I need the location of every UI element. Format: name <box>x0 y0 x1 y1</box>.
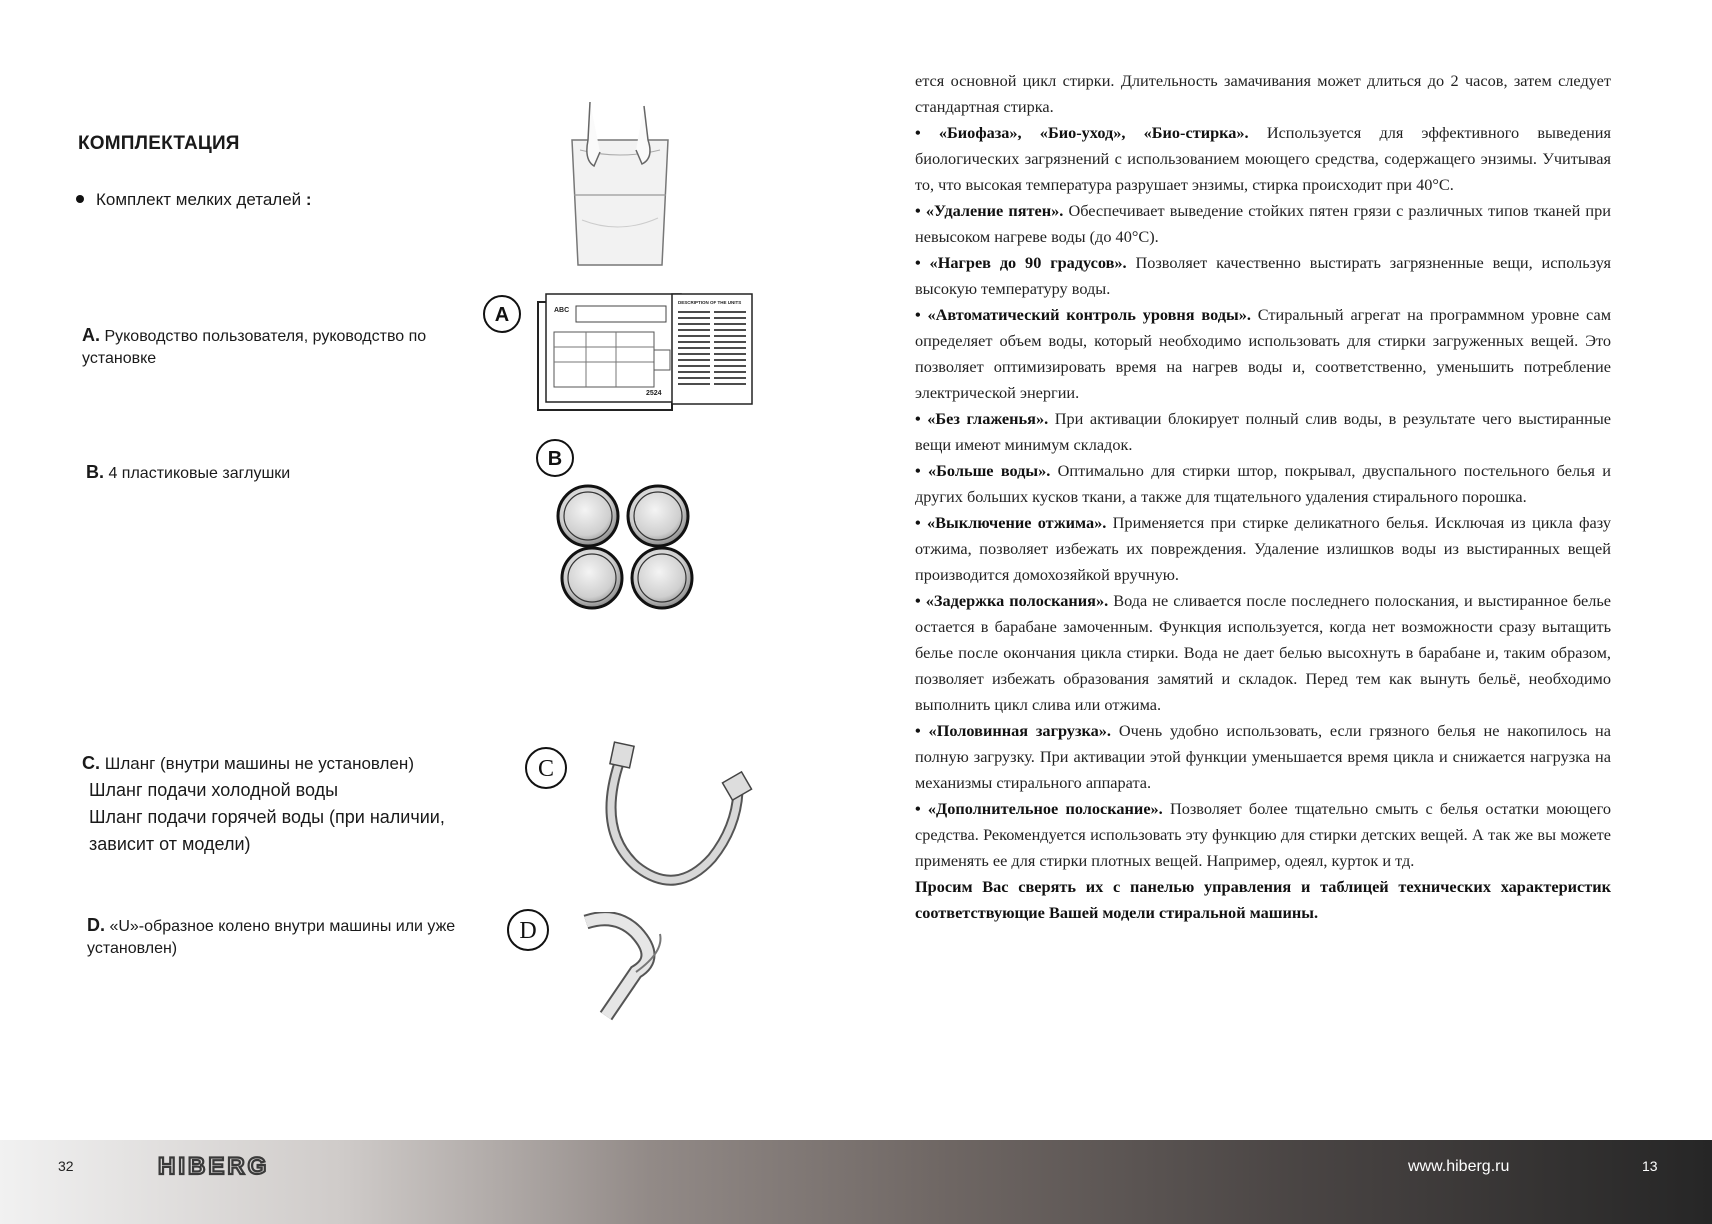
paragraph-text: Оптимально для стирки штор, покрывал, двуспального постельного белья и других больших кусков ткани, а также для тщательного удаления стирального порошка. <box>915 461 1611 506</box>
badge-c <box>524 746 568 790</box>
manual-label-left: ABC <box>554 307 570 314</box>
paragraph-bold: • «Дополнительное полоскание». <box>915 799 1163 818</box>
paragraph-bold: • «Удаление пятен». <box>915 201 1064 220</box>
paragraph-text: Стиральный агрегат на программном уровне сам определяет объем воды, который необходимо использовать для стирки загруженных вещей. Это позволяет оптимизировать время на нагрев воды и, соответственно, уменьшить потребление электрической энергии. <box>915 305 1612 402</box>
paragraph-bold: • «Биофаза», «Био-уход», «Био-стирка». <box>915 123 1249 142</box>
paragraph-text: При активации блокирует полный слив воды, в результате чего выстиранные вещи имеют минимум складок. <box>915 409 1611 454</box>
item-c-letter: C. <box>82 753 100 773</box>
bullet-icon <box>76 195 84 203</box>
paragraph-text: Обеспечивает выведение стойких пятен грязи с различных типов тканей при невысоком нагреве воды (до 40°С). <box>915 201 1611 246</box>
paragraph <box>915 588 1611 718</box>
website-link[interactable]: www.hiberg.ru <box>1408 1158 1510 1175</box>
paragraph <box>915 796 1611 874</box>
paragraph <box>915 718 1611 796</box>
paragraph-note <box>915 874 1611 926</box>
paragraph-bold: • «Задержка полоскания». <box>915 591 1109 610</box>
paragraph-text: Очень удобно использовать, если грязного белья не накопилось на полную загрузку. При активации этой функции уменьшается время цикла и снижается нагрузка на механизмы стирального аппарата. <box>915 721 1611 792</box>
item-c-line: Шланг подачи холодной воды <box>89 780 339 800</box>
kit-intro-colon: : <box>305 190 312 209</box>
parts-bag-illustration <box>560 100 675 270</box>
footer-bar <box>0 1140 1712 1224</box>
kit-intro <box>76 190 312 210</box>
item-d-letter: D. <box>87 915 105 935</box>
badge-b <box>535 438 575 478</box>
item-d-text: «U»-образное колено внутри машины или уже установлен) <box>87 918 456 957</box>
badge-b-letter: B <box>547 448 563 470</box>
paragraph-bold: • «Автоматический контроль уровня воды». <box>915 305 1251 324</box>
brand-logo <box>158 1152 318 1180</box>
item-c-line: Шланг подачи горячей воды (при наличии, <box>89 807 445 827</box>
paragraph <box>915 120 1611 198</box>
paragraph-text: Применяется при стирке деликатного белья. Исключая из цикла фазу отжима, позволяет избежать их повреждения. Удаление излишков воды из выстиранных вещей производится домохозяйкой вручную. <box>915 513 1611 584</box>
badge-a <box>482 294 522 334</box>
item-c <box>82 750 502 858</box>
item-d <box>87 914 487 960</box>
plastic-caps-illustration <box>554 482 698 612</box>
paragraph-bold: • «Выключение отжима». <box>915 513 1107 532</box>
item-a-letter: A. <box>82 325 100 345</box>
item-c-heading <box>82 750 502 777</box>
paragraph-text: Вода не сливается после последнего полоскания, и выстиранное белье остается в барабане замоченным. Функция используется, когда нет возможности сразу вытащить белье после окончания цикла стирки. Вода не дает белью высохнуть в барабане и, таким образом, позволяет избежать образования замятий и складок. Перед тем как вынуть бельё, необходимо выполнить цикл слива или отжима. <box>915 591 1611 714</box>
brand-logo-text: HIBERG <box>158 1153 270 1180</box>
paragraph-bold: Просим Вас сверять их с панелью управления и таблицей технических характеристик соответствующие Вашей модели стиральной машины. <box>915 877 1611 922</box>
hose-illustration <box>586 740 762 890</box>
paragraph-text: Позволяет более тщательно смыть с белья остатки моющего средства. Рекомендуется использовать эту функцию для стирки детских вещей. А так же вы можете применять ее для стирки плотных вещей. Например, одеял, курток и тд. <box>915 799 1611 870</box>
kit-intro-text: Комплект мелких деталей <box>96 190 302 209</box>
paragraph <box>915 198 1611 250</box>
badge-c-letter: C <box>537 756 555 782</box>
paragraph-text: Используется для эффективного выведения биологических загрязнений с использованием моющего средства, содержащего энзимы. Учитывая то, что высокая температура разрушает энзимы, стирка происходит при 40°С. <box>915 123 1611 194</box>
paragraph-bold: • «Больше воды». <box>915 461 1051 480</box>
page-number-right: 13 <box>1642 1158 1658 1174</box>
item-a <box>82 324 442 370</box>
section-title: КОМПЛЕКТАЦИЯ <box>78 133 240 154</box>
page-number-left: 32 <box>58 1158 74 1174</box>
paragraph-text: ется основной цикл стирки. Длительность замачивания может длиться до 2 часов, затем следует стандартная стирка. <box>915 71 1611 116</box>
item-c-line: зависит от модели) <box>89 834 251 854</box>
item-b <box>86 461 446 485</box>
paragraph-bold: • «Без глаженья». <box>915 409 1049 428</box>
manual-code: 2524 <box>646 390 662 397</box>
manual-label-right: DESCRIPTION OF THE UNITS <box>678 300 742 305</box>
paragraph <box>915 68 1611 120</box>
paragraph <box>915 302 1611 406</box>
item-a-text: Руководство пользователя, руководство по установке <box>82 328 427 367</box>
manual-illustration <box>536 292 756 414</box>
item-b-letter: B. <box>86 462 104 482</box>
paragraph-text: Позволяет качественно выстирать загрязненные вещи, используя высокую температуру воды. <box>915 253 1611 298</box>
paragraph <box>915 406 1611 458</box>
paragraph-bold: • «Нагрев до 90 градусов». <box>915 253 1127 272</box>
right-page-text <box>915 68 1611 926</box>
paragraph-bold: • «Половинная загрузка». <box>915 721 1111 740</box>
badge-d <box>506 908 550 952</box>
item-b-text: 4 пластиковые заглушки <box>108 465 291 482</box>
paragraph <box>915 458 1611 510</box>
paragraph <box>915 250 1611 302</box>
u-bend-illustration <box>576 912 676 1024</box>
item-c-text: Шланг (внутри машины не установлен) <box>104 754 414 773</box>
badge-d-letter: D <box>519 918 537 944</box>
badge-a-letter: A <box>494 304 510 326</box>
paragraph <box>915 510 1611 588</box>
